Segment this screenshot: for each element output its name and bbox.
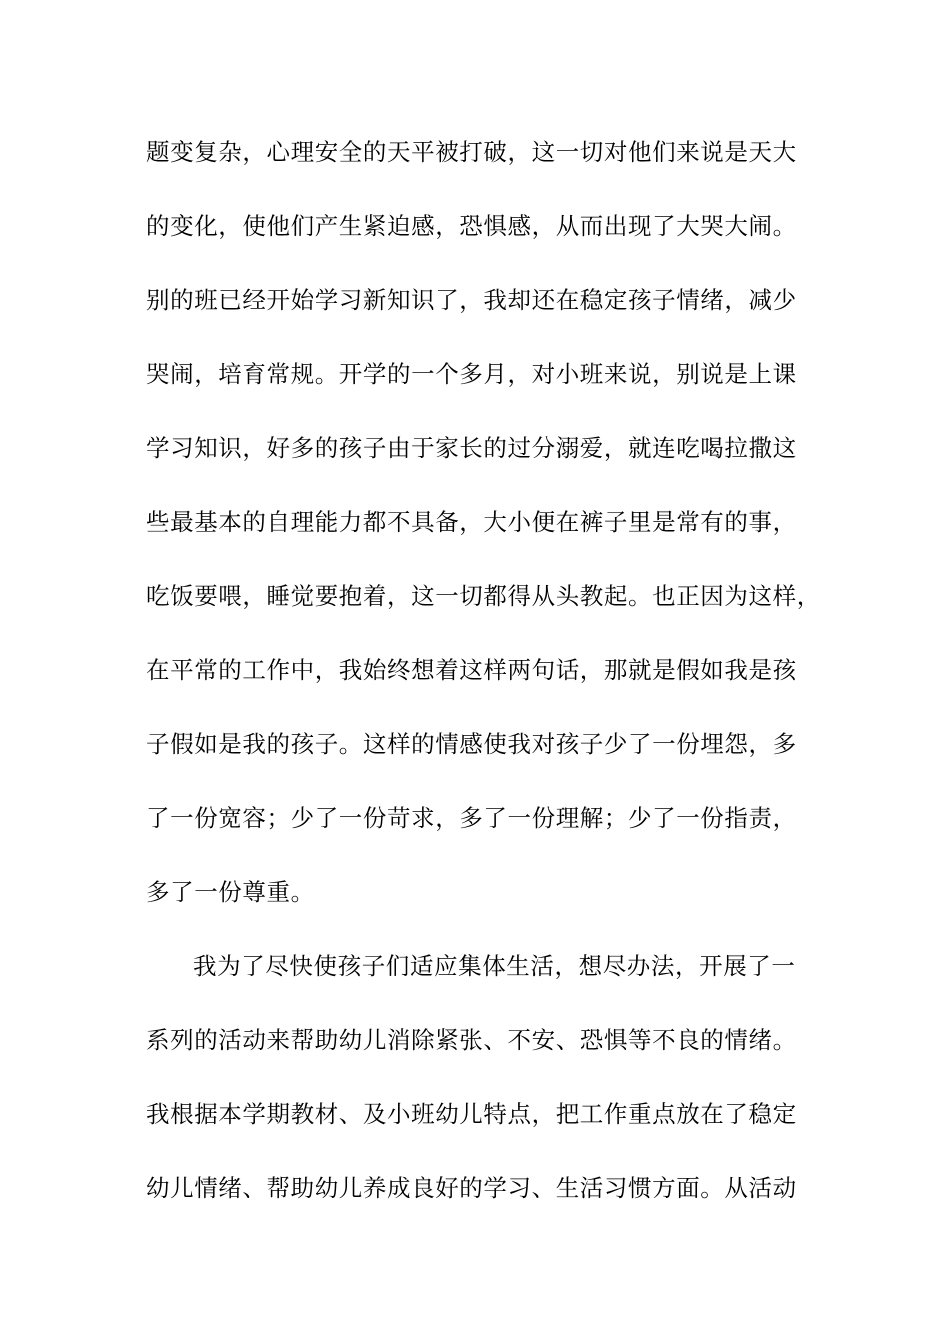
text-line: 子假如是我的孩子。这样的情感使我对孩子少了一份埋怨，多: [146, 730, 797, 758]
text-line: 学习知识，好多的孩子由于家长的过分溺爱，就连吃喝拉撒这: [146, 434, 797, 462]
text-line: 幼儿情绪、帮助幼儿养成良好的学习、生活习惯方面。从活动: [146, 1174, 797, 1202]
text-line: 题变复杂，心理安全的天平被打破，这一切对他们来说是天大: [146, 138, 797, 166]
text-line: 我根据本学期教材、及小班幼儿特点，把工作重点放在了稳定: [146, 1100, 797, 1128]
text-line: 在平常的工作中，我始终想着这样两句话，那就是假如我是孩: [146, 656, 797, 684]
text-line: 了一份宽容；少了一份苛求，多了一份理解；少了一份指责，: [146, 804, 797, 832]
text-line: 系列的活动来帮助幼儿消除紧张、不安、恐惧等不良的情绪。: [146, 1026, 797, 1054]
text-line: 别的班已经开始学习新知识了，我却还在稳定孩子情绪，减少: [146, 286, 797, 314]
paragraph-start-line: 我为了尽快使孩子们适应集体生活，想尽办法，开展了一: [193, 952, 796, 980]
text-line: 哭闹，培育常规。开学的一个多月，对小班来说，别说是上课: [146, 360, 797, 388]
text-line: 多了一份尊重。: [146, 878, 315, 906]
text-line: 的变化，使他们产生紧迫感，恐惧感，从而出现了大哭大闹。: [146, 212, 797, 240]
text-line: 吃饭要喂，睡觉要抱着，这一切都得从头教起。也正因为这样，: [146, 582, 821, 610]
text-line: 些最基本的自理能力都不具备，大小便在裤子里是常有的事，: [146, 508, 797, 536]
body-text: [146, 128, 826, 1238]
